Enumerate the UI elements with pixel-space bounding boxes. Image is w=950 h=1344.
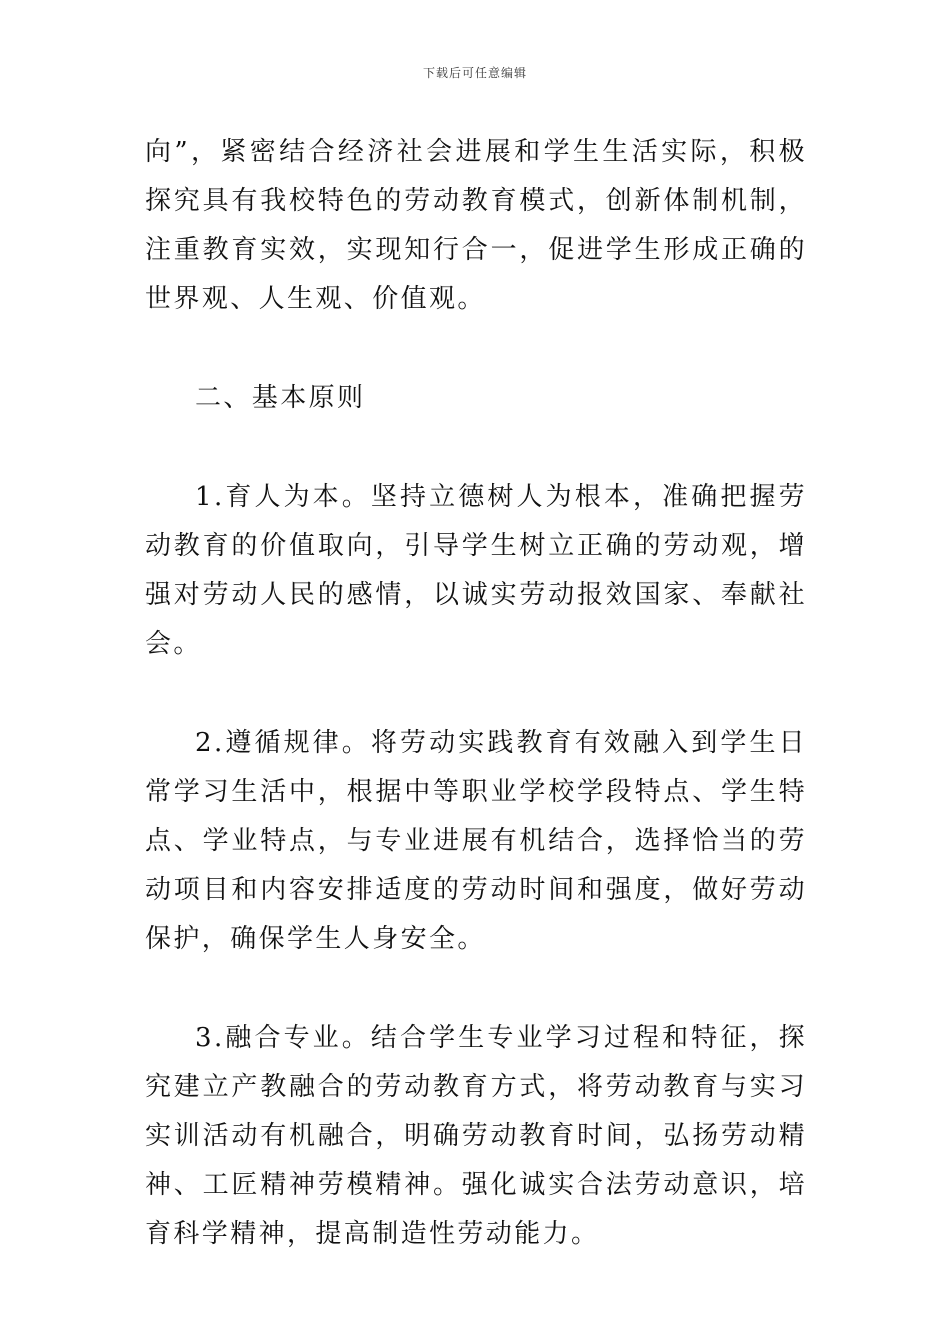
intro-paragraph: 向”，紧密结合经济社会进展和学生生活实际，积极探究具有我校特色的劳动教育模式，创新体制机制，注重教育实效，实现知行合一，促进学生形成正确的世界观、人生观、价值观。 xyxy=(145,137,807,314)
section-heading: 二、基本原则 xyxy=(195,383,366,413)
principle-paragraph-3: 3.融合专业。结合学生专业学习过程和特征，探究建立产教融合的劳动教育方式，将劳动教育与实习实训活动有机融合，明确劳动教育时间，弘扬劳动精神、工匠精神劳模精神。强化诚实合法劳动意识，培育科学精神，提高制造性劳动能力。 xyxy=(145,1023,807,1249)
principle-paragraph-1: 1.育人为本。坚持立德树人为根本，准确把握劳动教育的价值取向，引导学生树立正确的劳动观，增强对劳动人民的感情，以诚实劳动报效国家、奉献社会。 xyxy=(145,482,807,659)
document-body xyxy=(145,128,807,1259)
header-note: 下载后可任意编辑 xyxy=(422,66,527,80)
principle-paragraph-2: 2.遵循规律。将劳动实践教育有效融入到学生日常学习生活中，根据中等职业学校学段特点、学生特点、学业特点，与专业进展有机结合，选择恰当的劳动项目和内容安排适度的劳动时间和强度，做好劳动保护，确保学生人身安全。 xyxy=(145,728,807,954)
